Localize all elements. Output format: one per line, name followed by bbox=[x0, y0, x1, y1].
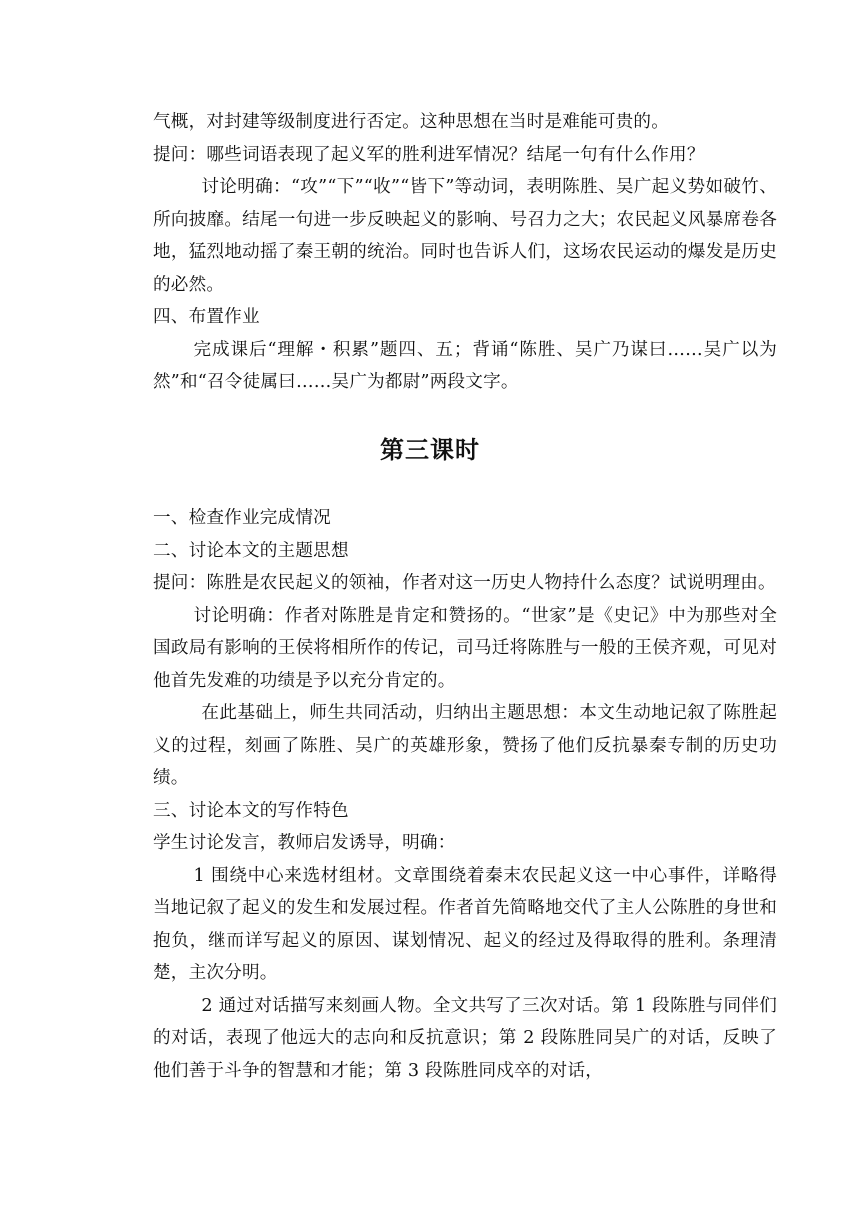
text-section-bottom bbox=[153, 502, 777, 1087]
heading-theme: 二、讨论本文的主题思想 bbox=[153, 540, 349, 561]
heading-check-homework: 一、检查作业完成情况 bbox=[153, 508, 331, 528]
paragraph-question-theme: 提问：陈胜是农民起义的领袖，作者对这一历史人物持什么态度？试说明理由。 bbox=[153, 573, 776, 593]
paragraph-discussion-theme: 讨论明确：作者对陈胜是肯定和赞扬的。“世家”是《史记》中为那些对全国政局有影响的王侯将相所作的传记，司马迁将陈胜与一般的王侯齐观，可见对他首先发难的功绩是予以充分肯定的。 bbox=[153, 605, 777, 691]
paragraph-homework: 完成课后“理解・积累”题四、五；背诵“陈胜、吴广乃谋曰……吴广以为然”和“召令徒属曰……吴广为都尉”两段文字。 bbox=[153, 339, 777, 392]
heading-assign-homework: 四、布置作业 bbox=[153, 307, 260, 327]
text-section-top bbox=[153, 106, 777, 399]
paragraph-discussion: 讨论明确：“攻”“下”“收”“皆下”等动词，表明陈胜、吴广起义势如破竹、所向披靡。结尾一句进一步反映起义的影响、号召力之大；农民起义风暴席卷各地，猛烈地动摇了秦王朝的统治。同时也告诉人们，这场农民运动的爆发是历史的必然。 bbox=[153, 177, 777, 295]
paragraph-continuation: 气概，对封建等级制度进行否定。这种思想在当时是难能可贵的。 bbox=[153, 112, 670, 132]
paragraph-student-discussion: 学生讨论发言，教师启发诱导，明确： bbox=[153, 833, 456, 853]
paragraph-question: 提问：哪些词语表现了起义军的胜利进军情况？结尾一句有什么作用？ bbox=[153, 144, 705, 165]
paragraph-feature-2: 2 通过对话描写来刻画人物。全文共写了三次对话。第 1 段陈胜与同伴们的对话，表现了他远大的志向和反抗意识；第 2 段陈胜同吴广的对话，反映了他们善于斗争的智慧和才能；第 3 段陈胜同戍卒的对话， bbox=[153, 995, 777, 1081]
section-title: 第三课时 bbox=[380, 436, 480, 464]
paragraph-summary-theme: 在此基础上，师生共同活动，归纳出主题思想：本文生动地记叙了陈胜起义的过程，刻画了陈胜、吴广的英雄形象，赞扬了他们反抗暴秦专制的历史功绩。 bbox=[153, 703, 777, 788]
paragraph-feature-1: 1 围绕中心来选材组材。文章围绕着秦末农民起义这一中心事件，详略得当地记叙了起义的发生和发展过程。作者首先简略地交代了主人公陈胜的身世和抱负，继而详写起义的原因、谋划情况、起义的经过及得取得的胜利。条理清楚，主次分明。 bbox=[153, 865, 777, 983]
heading-writing-features: 三、讨论本文的写作特色 bbox=[153, 800, 349, 821]
